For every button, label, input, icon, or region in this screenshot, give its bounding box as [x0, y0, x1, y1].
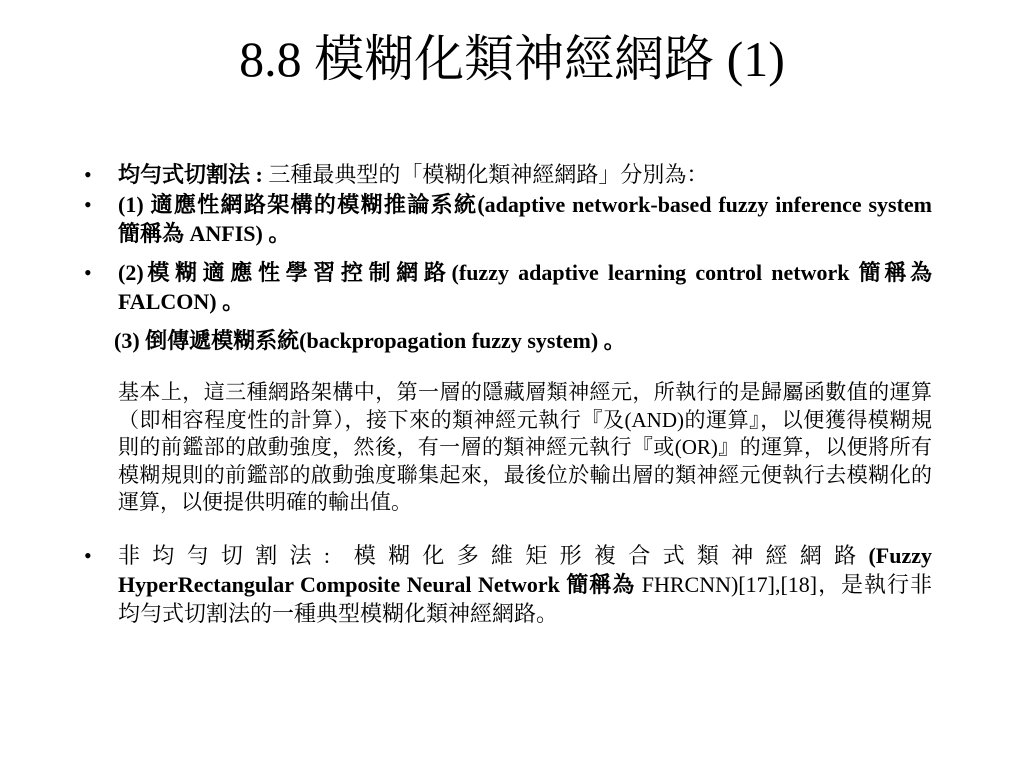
bullet-dot: • — [84, 542, 92, 568]
bullet-text: (fuzzy adaptive learning control network 簡稱為 FALCON) 。 — [118, 260, 932, 314]
bullet-dot: • — [84, 260, 92, 285]
bullet-heading: (2) — [118, 260, 144, 285]
slide-content — [82, 160, 932, 628]
bullet-dot: • — [84, 192, 92, 217]
bullet-heading: 非均勻切割法: 模糊化多維矩形複合式類神經網路 — [118, 542, 869, 568]
bullet-english: (Fuzzy HyperRectangular Composite Neural Network 簡稱為 — [118, 542, 932, 597]
bullet-uniform-partition — [82, 160, 932, 189]
bullet-text: 三種最典型的「模糊化類神經網路」分別為： — [262, 162, 709, 187]
bullet-anfis — [82, 190, 932, 248]
bullet-heading: 均勻式切割法 : — [118, 162, 263, 187]
explanation-paragraph: 基本上，這三種網路架構中，第一層的隱藏層類神經元，所執行的是歸屬函數值的運算（即相容程度性的計算），接下來的類神經元執行『及(AND)的運算』，以便獲得模糊規則的前鑑部的啟動強度，然後，有一層的類神經元執行『或(OR)』的運算，以便將所有模糊規則的前鑑部的啟動強度聯集起來，最後位於輸出層的類神經元便執行去模糊化的運算，以便提供明確的輸出值。 — [118, 380, 932, 514]
bullet-spaced-heading: 模糊適應性學習控制網路 — [143, 260, 452, 285]
bullet-text: (adaptive network-based fuzzy inference system 簡稱為 ANFIS) 。 — [118, 192, 932, 246]
line-backpropagation: (3) 倒傳遞模糊系統(backpropagation fuzzy system) 。 — [114, 328, 626, 353]
bullet-heading: (1) 適應性網路架構的模糊推論系統 — [118, 192, 478, 217]
slide-title: 8.8 模糊化類神經網路 (1) — [239, 31, 785, 87]
bullet-text: FHRCNN)[17],[18]，是執行非均勻式切割法的一種典型模糊化類神經網路。 — [118, 571, 932, 626]
bullet-falcon — [82, 258, 932, 316]
bullet-nonuniform-partition — [82, 541, 932, 628]
bullet-dot: • — [84, 162, 92, 187]
